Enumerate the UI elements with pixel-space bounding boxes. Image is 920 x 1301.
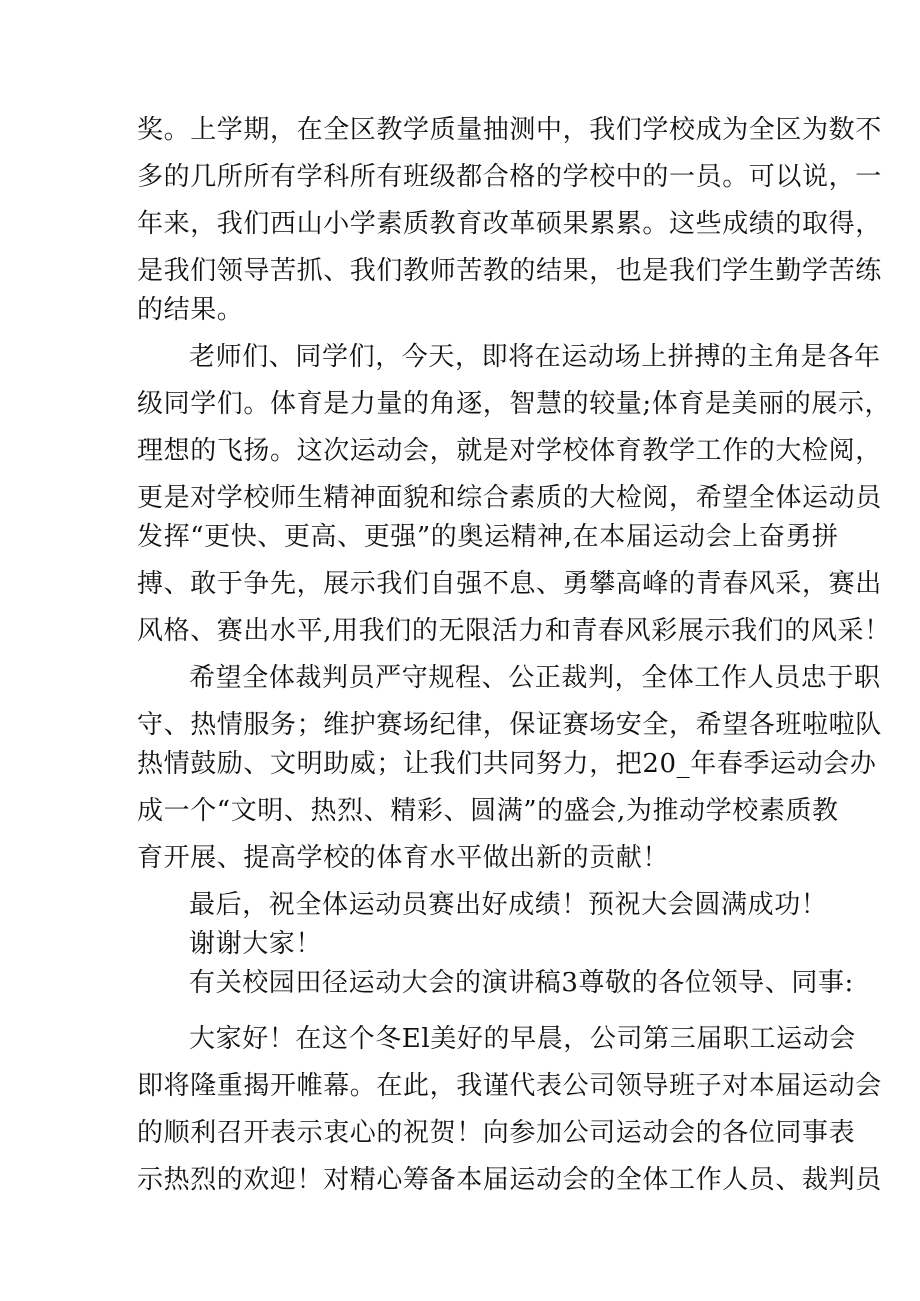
text-line: 年来，我们西山小学素质教育改革硕果累累。这些成绩的取得， bbox=[137, 209, 882, 239]
text-line: 更是对学校师生精神面貌和综合素质的大检阅，希望全体运动员 bbox=[137, 483, 882, 513]
paragraph-first-line: 希望全体裁判员严守规程、公正裁判，全体工作人员忠于职 bbox=[189, 663, 881, 693]
text-line: 成一个“文明、热烈、精彩、圆满”的盛会,为推动学校素质教 bbox=[137, 796, 839, 826]
text-line: 示热烈的欢迎！对精心筹备本届运动会的全体工作人员、裁判员 bbox=[137, 1165, 882, 1195]
text-line: 的顺利召开表示衷心的祝贺！向参加公司运动会的各位同事表 bbox=[137, 1118, 856, 1148]
paragraph-first-line: 大家好！在这个冬El美好的早晨，公司第三届职工运动会 bbox=[189, 1024, 856, 1054]
text-line: 风格、赛出水平,用我们的无限活力和青春风彩展示我们的风采！ bbox=[137, 616, 891, 646]
text-line: 奖。上学期，在全区教学质量抽测中，我们学校成为全区为数不 bbox=[137, 115, 882, 145]
text-line: 多的几所所有学科所有班级都合格的学校中的一员。可以说，一 bbox=[137, 162, 882, 192]
text-line: 守、热情服务；维护赛场纪律，保证赛场安全，希望各班啦啦队 bbox=[137, 710, 882, 740]
text-line: 即将隆重揭开帷幕。在此，我谨代表公司领导班子对本届运动会 bbox=[137, 1071, 882, 1101]
text-line: 育开展、提高学校的体育水平做出新的贡献！ bbox=[137, 843, 670, 873]
thanks-line: 谢谢大家！ bbox=[189, 929, 323, 959]
text-line: 理想的飞扬。这次运动会，就是对学校体育教学工作的大检阅， bbox=[137, 436, 882, 466]
text-line: 热情鼓励、文明助威；让我们共同努力，把20_年春季运动会办 bbox=[137, 749, 877, 779]
text-line: 搏、敢于争先，展示我们自强不息、勇攀高峰的青春风采，赛出 bbox=[137, 569, 882, 599]
closing-line: 最后，祝全体运动员赛出好成绩！预祝大会圆满成功！ bbox=[189, 890, 828, 920]
paragraph-first-line: 老师们、同学们，今天，即将在运动场上拼搏的主角是各年 bbox=[189, 342, 881, 372]
text-line: 发挥“更快、更高、更强”的奥运精神,在本届运动会上奋勇拼 bbox=[137, 522, 839, 552]
text-line: 是我们领导苦抓、我们教师苦教的结果，也是我们学生勤学苦练 bbox=[137, 256, 882, 286]
speech-title-line: 有关校园田径运动大会的演讲稿3尊敬的各位领导、同事: bbox=[189, 968, 854, 998]
text-line: 的结果。 bbox=[137, 295, 244, 325]
text-line: 级同学们。体育是力量的角逐，智慧的较量;体育是美丽的展示， bbox=[137, 389, 892, 419]
